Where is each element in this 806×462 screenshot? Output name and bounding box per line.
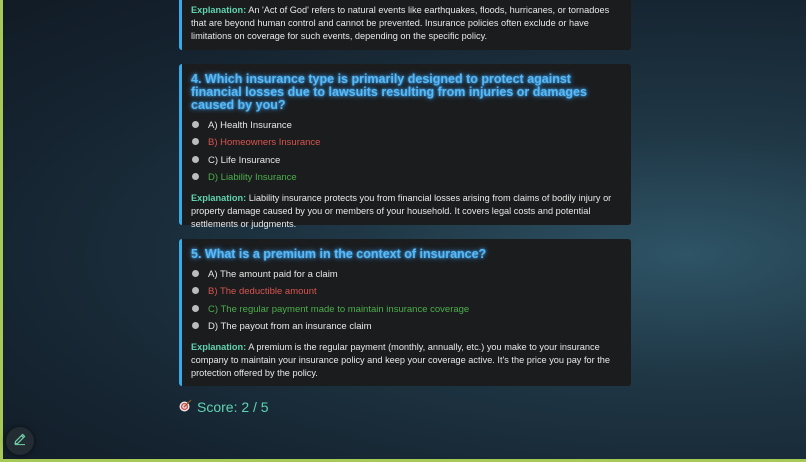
question-card-5 <box>179 239 631 386</box>
explanation-label: Explanation: <box>191 5 247 15</box>
option-d[interactable] <box>191 169 621 186</box>
option-label: A) The amount paid for a claim <box>208 269 338 280</box>
explanation-text <box>191 4 621 43</box>
option-label: D) Liability Insurance <box>208 171 297 183</box>
option-label: B) Homeowners Insurance <box>208 137 321 149</box>
option-c[interactable] <box>191 152 621 169</box>
radio-button[interactable] <box>192 322 199 329</box>
radio-button[interactable] <box>192 173 199 180</box>
option-b[interactable] <box>191 134 621 151</box>
option-c[interactable] <box>191 301 621 318</box>
option-label: C) Life Insurance <box>208 154 281 166</box>
option-a[interactable] <box>191 266 621 283</box>
option-a[interactable] <box>191 117 621 134</box>
option-label: D) The payout from an insurance claim <box>208 320 372 332</box>
radio-button[interactable] <box>192 287 199 294</box>
radio-button[interactable] <box>192 138 199 145</box>
edit-button[interactable] <box>6 427 34 455</box>
radio-button[interactable] <box>192 305 199 312</box>
question-text: 4. Which insurance type is primarily designed to protect against financial losses due to lawsuits resulting from injuries or damages caused by you? <box>191 72 587 112</box>
explanation-label: Explanation: <box>191 193 247 204</box>
explanation-text <box>191 192 621 231</box>
question-card-4 <box>179 64 631 230</box>
explanation-body: Liability insurance protects you from financial losses arising from claims of bodily injury or property damage caused by you or members of your household. It covers legal costs and potential settlements or judgments. <box>191 193 612 230</box>
option-label: C) The regular payment made to maintain insurance coverage <box>208 303 470 315</box>
score-text: Score: 2 / 5 <box>197 399 269 415</box>
frame-left-border <box>0 0 3 462</box>
radio-button[interactable] <box>192 156 199 163</box>
radio-button[interactable] <box>192 270 199 277</box>
option-b[interactable] <box>191 283 621 300</box>
radio-button[interactable] <box>192 121 199 128</box>
pencil-icon <box>13 432 27 451</box>
dart-icon <box>179 399 192 415</box>
score-display <box>179 399 269 415</box>
question-text: 5. What is a premium in the context of insurance? <box>191 247 487 261</box>
question-card-3 <box>179 0 631 50</box>
option-label: A) Health Insurance <box>208 120 292 131</box>
option-label: B) The deductible amount <box>208 286 317 298</box>
option-d[interactable] <box>191 318 621 335</box>
explanation-body: A premium is the regular payment (monthly, annually, etc.) you make to your insurance company to maintain your insurance policy and keep your coverage active. It's the price you pay for the protection offered by the policy. <box>191 342 610 379</box>
explanation-text <box>191 341 621 380</box>
explanation-body: An 'Act of God' refers to natural events like earthquakes, floods, hurricanes, or tornadoes that are beyond human control and cannot be prevented. Insurance policies often exclude or have limitations on coverage for such events, depending on the specific policy. <box>191 5 610 41</box>
explanation-label: Explanation: <box>191 342 247 353</box>
